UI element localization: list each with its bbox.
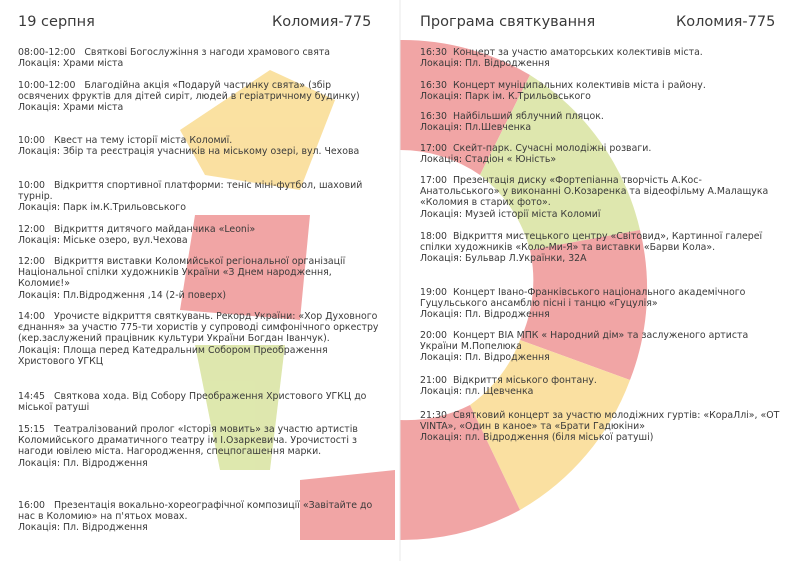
event-text: Квест на тему історії міста Коломиї. [53,135,233,146]
event-time: 12:00 [18,256,46,267]
event-text: Відкриття дитячого майданчика «Leoni» [53,224,256,235]
event-location: Локація: Пл. Відродження [420,58,550,70]
event-text: Благодійна акція «Подаруй частинку свята» (збір освячених фруктів для дітей сиріт, людей в геріатричному будинку) [18,80,360,103]
event-time: 16:00 [18,500,46,511]
right-page [400,0,800,561]
event-location: Локація: Храми міста [18,102,124,114]
event-location: Локація: Бульвар Л.Українки, 32А [420,253,587,265]
event-location: Локація: Міське озеро, вул.Чехова [18,235,188,247]
event-time: 19:00 [420,287,448,298]
event-time: 10:00-12:00 [18,80,76,91]
event-location: Локація: Пл.Шевченка [420,122,532,134]
brand-heading-right: Коломия-775 [676,14,776,30]
event-text: Святкова хода. Від Собору Преображення Христового УГКЦ до міської ратуші [18,391,367,414]
event-text: Святковий концерт за участю молодіжних гуртів: «КораЛлі», «ОТ VINTA», «Один в каное» та «Брати Гадюкіни» [420,410,780,433]
event-time: 12:00 [18,224,46,235]
event-text: Урочисте відкриття святкувань. Рекорд України: «Хор Духовного єднання» за участю 775-ти хористів у супроводі симфонічного оркестру (кер.заслужений працівник культури України Богдан Іванчук). [18,311,379,345]
event-location: Локація: Пл.Відродження ,14 (2-й поверх) [18,289,227,301]
program-event [18,391,374,413]
program-event [18,500,380,534]
event-location: Локація: Пл. Відродження [420,309,550,321]
program-event [420,111,780,133]
event-text: Святкові Богослужіння з нагоди храмового свята [84,47,331,58]
program-event [420,231,774,265]
event-text: Концерт ВІА МПК « Народний дім» та заслуженого артиста України М.Попелюка [420,330,749,353]
event-time: 21:30 [420,410,448,421]
event-time: 14:00 [18,311,46,322]
event-text: Відкриття мистецького центру «Світовид», Картинної галереї спілки художників «Коло-Ми-Я» та виставки «Барви Кола». [420,231,763,254]
event-text: Відкриття міського фонтану. [453,375,597,386]
event-text: Відкриття спортивної платформи: теніс міні-футбол, шаховий турнір. [18,180,363,203]
event-text: Концерт муніципальних колективів міста і району. [453,80,706,91]
event-location: Локація: Парк ім.К.Трильовського [18,202,186,214]
event-text: Презентація диску «Фортепіанна творчість А.Кос-Анатольського» у виконанні О.Козаренка та відеофільму А.Малащука «Коломия в старих фото». [420,175,769,209]
program-event [18,47,390,69]
event-time: 08:00-12:00 [18,47,76,58]
event-location: Локація: пл. Відродження (біля міської ратуші) [420,432,654,444]
event-text: Концерт за участю аматорських колективів міста. [453,47,703,58]
event-time: 18:00 [420,231,448,242]
event-time: 10:00 [18,180,46,191]
program-event [18,80,360,114]
program-event [420,175,772,220]
brand-heading-left: Коломия-775 [272,14,372,30]
event-time: 20:00 [420,330,448,341]
program-event [420,287,776,321]
event-text: Концерт Івано-Франківського національного академічного Гуцульського ансамблю пісні і танцю «Гуцулія» [420,287,746,310]
event-text: Скейт-парк. Сучасні молодіжні розваги. [453,143,652,154]
event-location: Локація: пл. Щевченка [420,386,534,398]
event-time: 10:00 [18,135,46,146]
event-location: Локація: Збір та реєстрація учасників на міському озері, вул. Чехова [18,146,360,158]
event-location: Локація: Храми міста [18,58,124,70]
program-event [420,47,780,69]
date-heading: 19 серпня [18,14,95,30]
event-location: Локація: Парк ім. К.Трильовського [420,91,591,103]
event-text: Презентація вокально-хореографічної композиції «Завітайте до нас в Коломию» на п'ятьох мовах. [18,500,373,523]
event-text: Театралізований пролог «Історія мовить» за участю артистів Коломийського драматичного театру ім І.Озаркевича. Урочистості з нагоди ювілею міста. Нагородження, спецпогашення марки. [18,424,358,458]
program-event [18,311,382,367]
event-location: Локація: Музей історії міста Коломиї [420,208,601,220]
event-location: Локація: Стадіон « Юність» [420,154,557,166]
program-event [420,375,760,397]
event-time: 16:30 [420,111,448,122]
event-location: Локація: Пл. Відродження [18,522,148,534]
event-time: 16:30 [420,80,448,91]
program-event [18,224,378,246]
program-event [420,80,784,102]
program-title: Програма святкування [420,14,596,30]
event-location: Локація: Пл. Відродження [420,352,550,364]
event-location: Локація: Площа перед Катедральним Собором Преображення Христового УГКЦ [18,344,328,367]
event-text: Найбільший яблучний пляцок. [453,111,604,122]
program-event [420,330,760,364]
event-text: Відкриття виставки Коломийської регіональної організації Національної спілки художників України «З Днем народження, Коломиє!» [18,256,346,290]
program-event [420,410,784,444]
program-event [18,135,378,157]
event-time: 17:00 [420,175,448,186]
event-time: 14:45 [18,391,46,402]
event-time: 17:00 [420,143,448,154]
event-time: 15:15 [18,424,46,435]
program-event [420,143,780,165]
program-event [18,256,380,301]
event-location: Локація: Пл. Відродження [18,457,148,469]
program-event [18,424,370,469]
event-time: 21:00 [420,375,448,386]
program-event [18,180,370,214]
event-time: 16:30 [420,47,448,58]
